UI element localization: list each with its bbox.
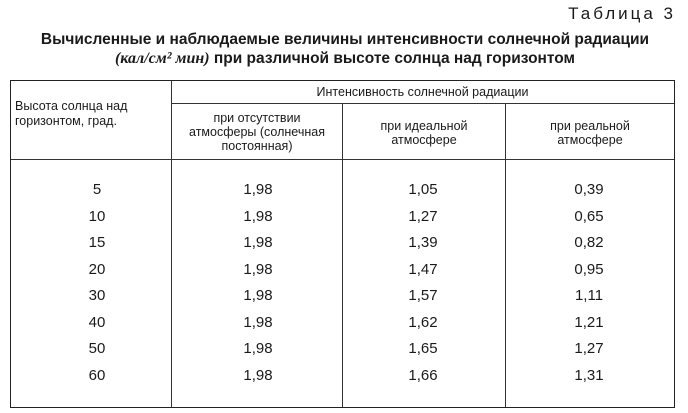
table-row	[11, 230, 676, 256]
header-real-atmosphere: при реальной атмосфере	[550, 119, 630, 147]
cell-no-atmosphere: 1,98	[243, 181, 273, 198]
header-altitude: Высота солнца над горизонтом, град.	[15, 99, 128, 128]
table-row	[11, 204, 676, 230]
header-no-atmosphere: при отсутствии атмосферы (солнечная постоянная)	[189, 111, 325, 153]
cell-real-atmosphere: 1,27	[574, 340, 604, 357]
cell-altitude: 30	[88, 287, 106, 304]
table-number-label: Таблица 3	[568, 4, 676, 23]
group-header-divider	[171, 103, 674, 104]
cell-real-atmosphere: 1,31	[574, 366, 604, 384]
cell-altitude: 20	[88, 260, 106, 278]
cell-ideal-atmosphere: 1,47	[408, 260, 438, 278]
cell-ideal-atmosphere: 1,05	[408, 181, 438, 198]
cell-altitude: 5	[92, 181, 102, 198]
cell-no-atmosphere: 1,98	[243, 207, 273, 225]
cell-no-atmosphere: 1,98	[243, 260, 273, 278]
cell-ideal-atmosphere: 1,65	[408, 340, 438, 357]
cell-ideal-atmosphere: 1,57	[408, 287, 438, 304]
table-title-rest: при различной высоте солнца над горизонтом	[213, 50, 576, 67]
cell-real-atmosphere: 1,21	[574, 313, 604, 331]
cell-no-atmosphere: 1,98	[243, 234, 273, 251]
cell-ideal-atmosphere: 1,62	[408, 313, 438, 331]
cell-real-atmosphere: 0,82	[574, 234, 604, 251]
cell-real-atmosphere: 0,65	[574, 207, 604, 225]
cell-ideal-atmosphere: 1,39	[408, 234, 438, 251]
data-table	[10, 80, 675, 408]
cell-ideal-atmosphere: 1,27	[408, 207, 438, 225]
table-row	[11, 283, 676, 309]
cell-altitude: 50	[88, 340, 106, 357]
cell-ideal-atmosphere: 1,66	[408, 366, 438, 384]
table-title-line1: Вычисленные и наблюдаемые величины интенсивности солнечной радиации	[40, 31, 650, 48]
table-title-units: (кал/см² мин)	[114, 50, 210, 67]
cell-no-atmosphere: 1,98	[243, 340, 273, 357]
table-title-line2	[14, 49, 676, 68]
header-bottom-divider	[11, 159, 674, 160]
table-row	[11, 363, 676, 389]
cell-no-atmosphere: 1,98	[243, 287, 273, 304]
table-row	[11, 310, 676, 336]
header-intensity-group: Интенсивность солнечной радиации	[316, 85, 529, 99]
table-row	[11, 336, 676, 362]
cell-real-atmosphere: 0,95	[574, 260, 604, 278]
cell-no-atmosphere: 1,98	[243, 313, 273, 331]
cell-altitude: 60	[88, 366, 106, 384]
table-row	[11, 257, 676, 283]
table-title	[14, 30, 676, 68]
cell-altitude: 40	[88, 313, 106, 331]
table-row	[11, 177, 676, 203]
cell-altitude: 15	[88, 234, 106, 251]
cell-real-atmosphere: 0,39	[574, 181, 604, 198]
header-ideal-atmosphere: при идеальной атмосфере	[380, 119, 468, 147]
cell-no-atmosphere: 1,98	[243, 366, 273, 384]
cell-real-atmosphere: 1,11	[574, 287, 604, 304]
cell-altitude: 10	[88, 207, 106, 225]
